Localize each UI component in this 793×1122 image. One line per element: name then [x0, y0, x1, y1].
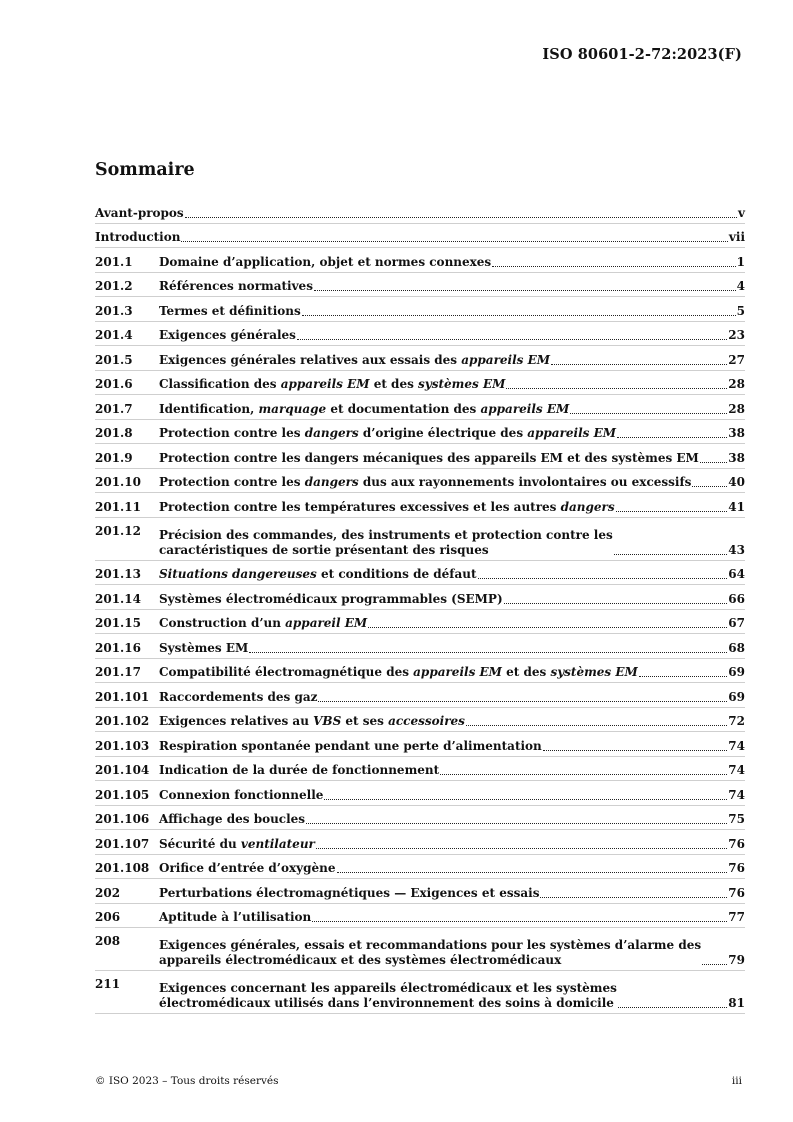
toc-entry[interactable] [95, 732, 745, 757]
toc-entry-page: 79 [728, 953, 745, 967]
toc-entry-number: 201.7 [95, 401, 133, 416]
toc-leader-dots [570, 413, 727, 414]
toc-entry-number: 201.16 [95, 640, 141, 655]
toc-entry-number: 201.17 [95, 665, 141, 679]
toc-entry-title: Classification des appareils EM et des systèmes EM [159, 377, 506, 391]
toc-entry[interactable] [95, 395, 745, 420]
toc-entry-page: 72 [728, 714, 745, 728]
table-of-contents [95, 199, 745, 1014]
toc-entry[interactable] [95, 971, 745, 1014]
toc-entry-page: 1 [736, 254, 745, 269]
toc-leader-dots [478, 578, 728, 579]
toc-entry[interactable] [95, 371, 745, 396]
toc-entry[interactable] [95, 928, 745, 971]
toc-leader-dots [540, 897, 727, 898]
toc-entry-page: 28 [728, 401, 745, 416]
toc-entry-title: Exigences relatives au VBS et ses accessoires [159, 714, 465, 728]
toc-entry-number: 201.14 [95, 591, 141, 606]
toc-entry-number: 201.105 [95, 787, 150, 802]
toc-entry-page: 74 [728, 787, 745, 802]
toc-entry-page: vii [728, 230, 745, 244]
toc-entry-title: Protection contre les températures excessives et les autres dangers [159, 499, 615, 514]
toc-entry-title: Protection contre les dangers d’origine électrique des appareils EM [159, 426, 617, 440]
toc-entry[interactable] [95, 830, 745, 855]
toc-leader-dots [506, 388, 727, 389]
toc-entry-number: 201.108 [95, 861, 150, 875]
toc-entry-title: Affichage des boucles [159, 812, 306, 826]
footer-page-number: iii [731, 1075, 742, 1087]
toc-leader-dots [324, 799, 727, 800]
toc-leader-dots [504, 603, 728, 604]
toc-leader-dots [466, 725, 727, 726]
toc-leader-dots [306, 823, 727, 824]
toc-entry-page: v [738, 205, 745, 220]
toc-entry-title: Respiration spontanée pendant une perte d’alimentation [159, 738, 542, 753]
toc-entry[interactable] [95, 683, 745, 708]
toc-leader-dots [312, 921, 727, 922]
toc-entry[interactable] [95, 659, 745, 684]
toc-entry-title: Références normatives [159, 279, 313, 293]
toc-entry[interactable] [95, 248, 745, 273]
toc-entry-number: 206 [95, 910, 121, 924]
toc-entry-number: 201.6 [95, 377, 133, 391]
toc-entry-title: Exigences concernant les appareils électromédicaux et les systèmes électromédicaux utilisés dans l’environnement des soins à domicile [159, 981, 617, 1010]
toc-entry-page: 41 [728, 499, 745, 514]
toc-entry-page: 27 [728, 352, 745, 367]
toc-entry[interactable] [95, 273, 745, 298]
toc-entry-number: 201.13 [95, 567, 141, 581]
toc-entry-title: Précision des commandes, des instruments et protection contre les caractéristiques de sortie présentant des risques [159, 527, 613, 557]
toc-entry[interactable] [95, 493, 745, 518]
toc-leader-dots [181, 241, 727, 242]
toc-entry-title: Aptitude à l’utilisation [159, 910, 312, 924]
toc-entry-title: Domaine d’application, objet et normes connexes [159, 254, 492, 269]
toc-entry-page: 74 [728, 738, 745, 753]
toc-entry-number: 201.4 [95, 328, 133, 342]
toc-entry-title: Identification, marquage et documentation des appareils EM [159, 401, 570, 416]
toc-entry-title: Termes et définitions [159, 303, 301, 318]
toc-leader-dots [297, 339, 727, 340]
toc-entry[interactable] [95, 855, 745, 880]
toc-entry-number: 201.3 [95, 303, 133, 318]
toc-entry-title: Orifice d’entrée d’oxygène [159, 861, 336, 875]
page-title: Sommaire [95, 160, 195, 180]
toc-leader-dots [337, 872, 728, 873]
toc-leader-dots [702, 964, 727, 965]
toc-entry-number: 202 [95, 885, 121, 900]
toc-entry[interactable] [95, 708, 745, 733]
toc-entry-number: 211 [95, 977, 121, 991]
toc-entry-page: 5 [736, 303, 745, 318]
toc-leader-dots [639, 676, 728, 677]
toc-leader-dots [314, 290, 736, 291]
toc-entry-page: 64 [728, 567, 745, 581]
toc-entry-title: Systèmes EM [159, 640, 249, 655]
toc-entry-page: 28 [728, 377, 745, 391]
toc-entry-page: 4 [736, 279, 745, 293]
toc-entry-number: 201.103 [95, 738, 150, 753]
toc-entry[interactable] [95, 634, 745, 659]
toc-entry-number: 201.106 [95, 812, 150, 826]
toc-entry-page: 67 [728, 616, 745, 630]
toc-entry-page: 75 [728, 812, 745, 826]
toc-entry-number: 201.15 [95, 616, 141, 630]
toc-entry[interactable] [95, 199, 745, 224]
toc-entry-page: 76 [728, 836, 745, 851]
toc-entry[interactable] [95, 469, 745, 494]
toc-entry-title: Sécurité du ventilateur [159, 836, 315, 851]
toc-entry-title: Avant-propos [95, 205, 184, 220]
toc-entry-number: 201.102 [95, 714, 150, 728]
toc-leader-dots [318, 701, 727, 702]
toc-entry-title: Introduction [95, 230, 181, 244]
toc-entry-title: Connexion fonctionnelle [159, 787, 324, 802]
toc-entry-number: 201.8 [95, 426, 133, 440]
toc-entry-number: 201.9 [95, 450, 133, 465]
toc-entry[interactable] [95, 518, 745, 561]
toc-leader-dots [692, 486, 727, 487]
toc-entry-number: 201.10 [95, 475, 141, 489]
toc-leader-dots [249, 652, 727, 653]
toc-leader-dots [543, 750, 728, 751]
toc-leader-dots [700, 462, 727, 463]
toc-entry-title: Exigences générales [159, 328, 296, 342]
toc-entry[interactable] [95, 585, 745, 610]
toc-entry-number: 201.11 [95, 499, 141, 514]
toc-entry-number: 201.104 [95, 763, 150, 777]
toc-entry-number: 208 [95, 934, 121, 948]
toc-entry-page: 76 [728, 861, 745, 875]
toc-entry-title-line: Exigences générales, essais et recommandations pour les systèmes d’alarme des [159, 938, 702, 952]
toc-leader-dots [440, 774, 727, 775]
toc-entry-page: 69 [728, 689, 745, 704]
toc-entry[interactable] [95, 904, 745, 929]
toc-entry-title: Protection contre les dangers dus aux rayonnements involontaires ou excessifs [159, 475, 692, 489]
footer-copyright: © ISO 2023 – Tous droits réservés [95, 1075, 279, 1087]
toc-entry-title: Compatibilité électromagnétique des appareils EM et des systèmes EM [159, 665, 638, 679]
toc-entry-page: 40 [728, 475, 745, 489]
toc-entry-page: 23 [728, 328, 745, 342]
toc-entry-title: Exigences générales, essais et recommandations pour les systèmes d’alarme des appareils électromédicaux et des systèmes électromédicaux [159, 938, 702, 967]
toc-entry-number: 201.1 [95, 254, 133, 269]
document-id: ISO 80601-2-72:2023(F) [542, 46, 742, 63]
toc-entry-number: 201.101 [95, 689, 150, 704]
toc-entry-title: Raccordements des gaz [159, 689, 318, 704]
toc-entry-page: 81 [728, 996, 745, 1010]
toc-entry-page: 38 [728, 450, 745, 465]
toc-entry[interactable] [95, 757, 745, 782]
toc-leader-dots [551, 364, 727, 365]
toc-leader-dots [618, 1007, 727, 1008]
toc-entry-page: 76 [728, 885, 745, 900]
toc-entry-title: Systèmes électromédicaux programmables (SEMP) [159, 591, 503, 606]
toc-entry[interactable] [95, 444, 745, 469]
toc-entry-title: Exigences générales relatives aux essais des appareils EM [159, 352, 551, 367]
toc-entry-number: 201.2 [95, 279, 133, 293]
toc-entry-page: 43 [728, 542, 745, 557]
toc-entry-title: Protection contre les dangers mécaniques des appareils EM et des systèmes EM [159, 450, 699, 465]
toc-leader-dots [302, 315, 736, 316]
toc-entry-page: 74 [728, 763, 745, 777]
toc-entry[interactable] [95, 561, 745, 586]
toc-entry-title: Perturbations électromagnétiques — Exigences et essais [159, 885, 540, 900]
toc-entry[interactable] [95, 297, 745, 322]
toc-entry[interactable] [95, 806, 745, 831]
toc-entry-page: 68 [728, 640, 745, 655]
toc-leader-dots [316, 848, 727, 849]
toc-entry[interactable] [95, 346, 745, 371]
toc-entry-title-line: Exigences concernant les appareils électromédicaux et les systèmes [159, 981, 617, 995]
toc-entry-page: 69 [728, 665, 745, 679]
toc-entry-title-line: Précision des commandes, des instruments et protection contre les [159, 527, 613, 542]
toc-entry-number: 201.12 [95, 523, 141, 538]
toc-leader-dots [614, 554, 728, 555]
toc-entry[interactable] [95, 610, 745, 635]
toc-entry[interactable] [95, 420, 745, 445]
toc-entry-page: 38 [728, 426, 745, 440]
toc-entry-page: 66 [728, 591, 745, 606]
toc-entry-title: Indication de la durée de fonctionnement [159, 763, 440, 777]
toc-entry-page: 77 [728, 910, 745, 924]
toc-entry-title: Situations dangereuses et conditions de défaut [159, 567, 477, 581]
toc-entry-title: Construction d’un appareil EM [159, 616, 368, 630]
toc-leader-dots [185, 217, 737, 218]
toc-leader-dots [617, 437, 727, 438]
toc-leader-dots [368, 627, 727, 628]
toc-entry[interactable] [95, 879, 745, 904]
toc-entry-number: 201.107 [95, 836, 150, 851]
toc-entry-number: 201.5 [95, 352, 133, 367]
toc-entry[interactable] [95, 322, 745, 347]
toc-entry[interactable] [95, 781, 745, 806]
toc-entry[interactable] [95, 224, 745, 249]
toc-leader-dots [492, 266, 735, 267]
toc-leader-dots [616, 511, 728, 512]
